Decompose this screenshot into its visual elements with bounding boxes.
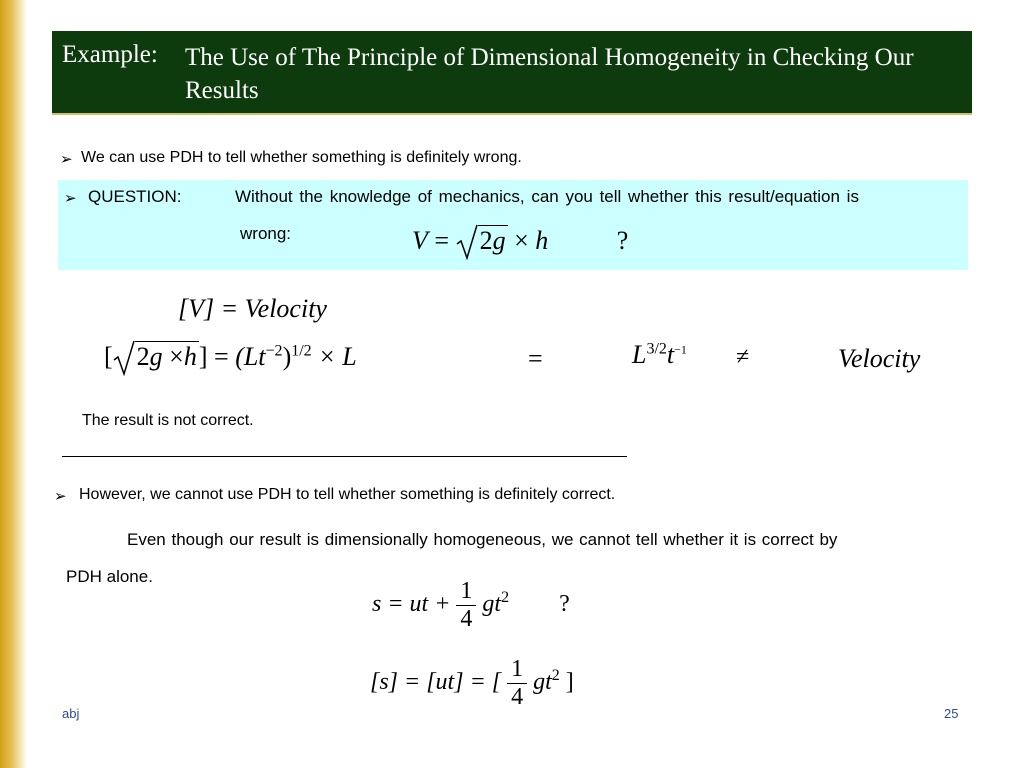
symbol-l: L <box>632 340 647 369</box>
exponent: −2 <box>265 342 283 360</box>
question-text: Without the knowledge of mechanics, can you tell whether this result/equation is <box>235 187 859 206</box>
title-label: Example: <box>62 41 158 68</box>
not-equal-sign: ≠ <box>736 344 750 370</box>
bracket-close: ] <box>565 669 574 696</box>
symbol-h: h <box>183 342 197 371</box>
equation-dim-velocity <box>178 294 327 324</box>
symbol-t: t <box>666 340 675 369</box>
exponent: 1/2 <box>291 342 312 360</box>
equals-sign-2: = <box>528 344 543 373</box>
sqrt-expression <box>456 226 508 256</box>
exponent: 2 <box>501 589 510 607</box>
question-text-wrong: wrong: <box>240 224 292 243</box>
velocity-text: Velocity <box>244 294 327 323</box>
equals-sign: = <box>220 294 239 323</box>
sqrt-expression <box>113 342 199 372</box>
velocity-text: Velocity <box>838 344 921 373</box>
fraction <box>456 578 476 633</box>
exponent: 3/2 <box>646 340 667 358</box>
number-two: 2 <box>136 342 150 371</box>
footer-author: abj <box>62 706 80 721</box>
bullet-text-2: However, we cannot use PDH to tell whether something is definitely correct. <box>79 486 616 503</box>
fraction-numerator: 1 <box>460 578 473 604</box>
equals-sign: = <box>434 226 450 255</box>
paragraph-line-1: Even though our result is dimensionally homogeneous, we cannot tell whether it is correct by <box>127 530 838 549</box>
bullet-arrow-icon: ➢ <box>54 488 67 505</box>
result-statement: The result is not correct. <box>82 412 254 429</box>
equation-dim-check <box>104 342 357 372</box>
equation-displacement <box>372 578 570 633</box>
symbol-g: g <box>149 342 163 371</box>
question-label: QUESTION: <box>88 187 182 206</box>
gt-term: gt <box>533 669 552 696</box>
bracket-close: ] <box>198 342 208 371</box>
question-mark: ? <box>616 226 629 255</box>
number-two: 2 <box>479 226 493 255</box>
title-banner <box>52 31 972 113</box>
fraction-numerator: 1 <box>511 656 524 682</box>
exponent: 2 <box>551 667 560 685</box>
slide-title: The Use of The Principle of Dimensional Homogeneity in Checking Our Results <box>185 44 914 104</box>
equation-displacement-dims <box>370 656 574 711</box>
symbol-h: h <box>535 226 549 255</box>
fraction-denominator: 4 <box>460 606 473 632</box>
lt-term: (Lt <box>235 342 266 371</box>
l-t-result <box>632 340 687 370</box>
equals-sign: = <box>214 342 229 371</box>
times-sign: × <box>169 342 184 371</box>
symbol-v: V <box>412 226 428 255</box>
equation-velocity-question <box>412 226 628 256</box>
gt-term: gt <box>482 591 502 618</box>
fraction <box>507 656 527 711</box>
question-mark: ? <box>559 591 570 618</box>
divider-line <box>62 456 627 457</box>
fraction-denominator: 4 <box>511 684 524 710</box>
bullet-arrow-icon: ➢ <box>60 151 73 168</box>
bracket-open: [ <box>104 342 113 371</box>
paragraph-line-2: PDH alone. <box>66 567 153 586</box>
paren-close: ) <box>282 342 292 371</box>
equation-lhs: [s] = [ut] = [ <box>370 669 502 696</box>
equation-lhs: s = ut + <box>372 591 451 618</box>
side-accent-bar <box>0 0 27 768</box>
exponent: −1 <box>674 342 687 357</box>
times-l: × L <box>318 342 357 371</box>
bullet-arrow-icon: ➢ <box>64 190 77 207</box>
dim-v: [V] <box>178 294 215 323</box>
times-sign: × <box>514 226 529 255</box>
page-number: 25 <box>944 706 959 721</box>
symbol-g: g <box>492 226 506 255</box>
bullet-text-1: We can use PDH to tell whether something is definitely wrong. <box>81 149 522 166</box>
